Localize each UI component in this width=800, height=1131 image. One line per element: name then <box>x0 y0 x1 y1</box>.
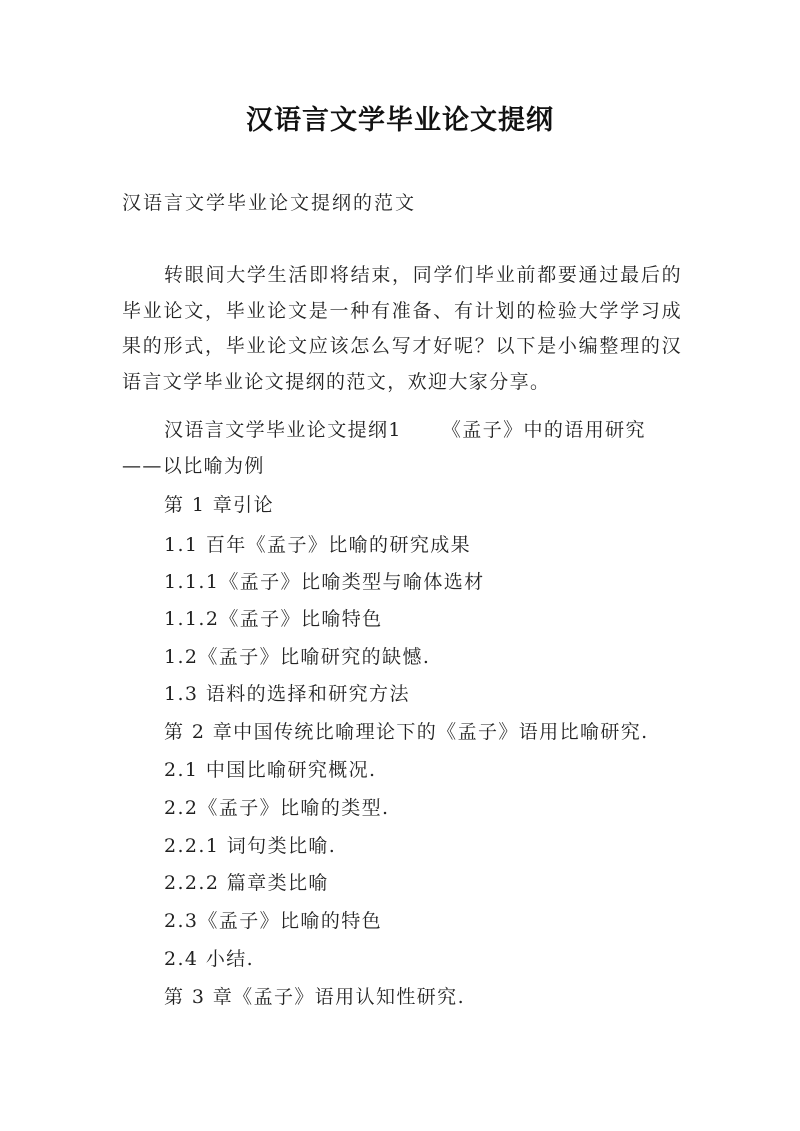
outline-item: 第 1 章引论 <box>164 494 274 516</box>
outline-heading-number: 汉语言文学毕业论文提纲1 <box>164 419 402 441</box>
outline-heading <box>122 413 682 484</box>
outline-item: 第 3 章《孟子》语用认知性研究. <box>164 986 466 1008</box>
outline-item: 2.2.2 篇章类比喻 <box>164 872 329 894</box>
outline-item: 2.3《孟子》比喻的特色 <box>164 910 383 932</box>
outline-item: 2.2《孟子》比喻的类型. <box>164 797 390 819</box>
outline-item: 2.2.1 词句类比喻. <box>164 835 337 857</box>
intro-paragraph: 转眼间大学生活即将结束，同学们毕业前都要通过最后的毕业论文，毕业论文是一种有准备、有计划的检验大学学习成果的形式，毕业论文应该怎么写才好呢？以下是小编整理的汉语言文学毕业论文提纲的范文，欢迎大家分享。 <box>122 264 682 393</box>
outline-item: 1.1 百年《孟子》比喻的研究成果 <box>164 534 472 556</box>
outline-item: 1.1.1《孟子》比喻类型与喻体选材 <box>164 571 485 593</box>
document-subtitle: 汉语言文学毕业论文提纲的范文 <box>122 192 417 214</box>
outline-heading-topic: 《孟子》中的语用研究——以比喻为例 <box>122 419 646 477</box>
outline-item: 1.2《孟子》比喻研究的缺憾. <box>164 646 431 668</box>
outline-item: 1.1.2《孟子》比喻特色 <box>164 608 383 630</box>
outline-item: 2.1 中国比喻研究概况. <box>164 759 377 781</box>
outline-item: 2.4 小结. <box>164 948 255 970</box>
outline-item: 第 2 章中国传统比喻理论下的《孟子》语用比喻研究. <box>164 721 649 743</box>
document-title: 汉语言文学毕业论文提纲 <box>246 105 554 136</box>
outline-item: 1.3 语料的选择和研究方法 <box>164 683 410 705</box>
